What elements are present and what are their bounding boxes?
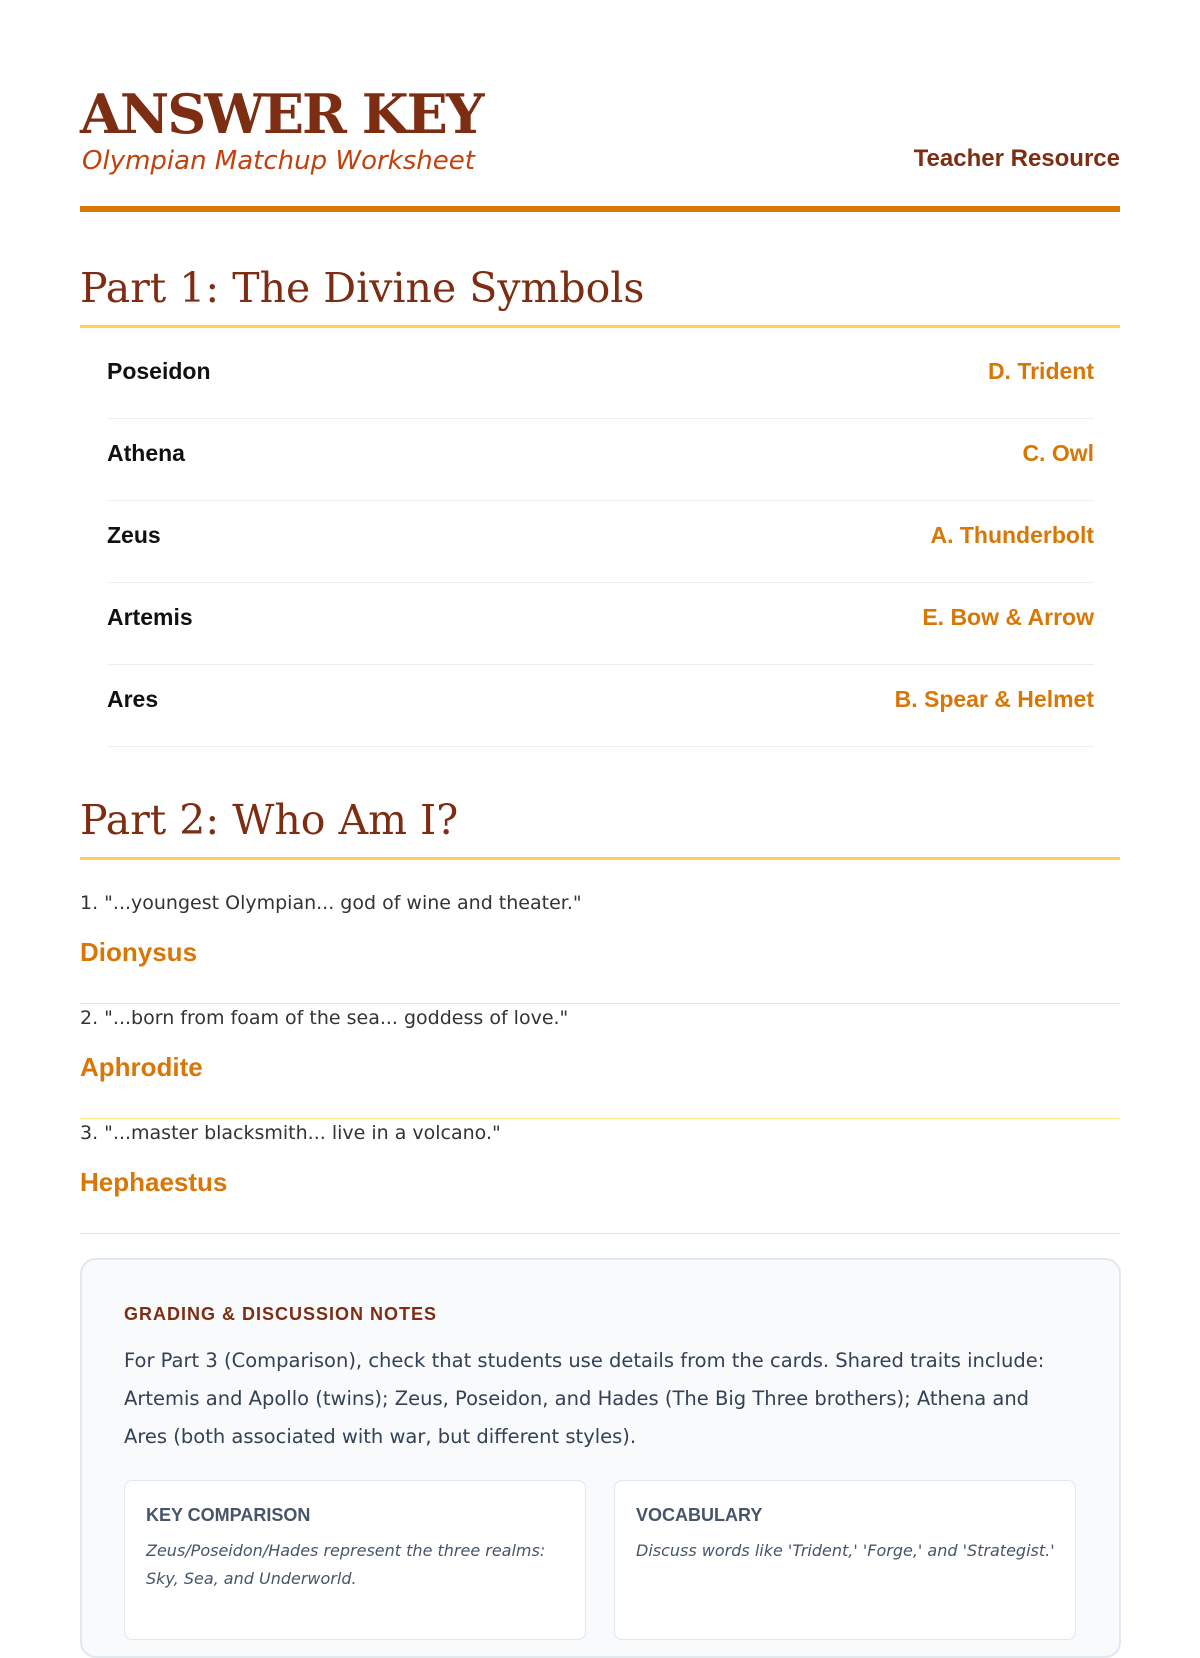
- symbol-answer: E. Bow & Arrow: [922, 604, 1094, 630]
- grading-notes-panel: [80, 1258, 1121, 1658]
- riddle-item: [80, 1003, 1120, 1119]
- god-name: Athena: [107, 440, 185, 466]
- riddle-clue: 2. "...born from foam of the sea... goddess of love.": [80, 1007, 569, 1029]
- match-row: [107, 419, 1094, 501]
- part2-title: Part 2: Who Am I?: [80, 794, 1120, 860]
- card-title: KEY COMPARISON: [146, 1505, 311, 1525]
- page-header: [80, 80, 1120, 212]
- part1-title: Part 1: The Divine Symbols: [80, 262, 1120, 328]
- god-name: Zeus: [107, 522, 161, 548]
- notes-text: For Part 3 (Comparison), check that students use details from the cards. Shared traits include: Artemis and Apollo (twins); Zeus, Poseidon, and Hades (The Big Three brothers); Athena and Ares (both associated with war, but different styles).: [124, 1349, 1045, 1448]
- page-title: ANSWER KEY: [80, 82, 483, 146]
- page-subtitle: Olympian Matchup Worksheet: [82, 146, 475, 176]
- key-comparison-card: [124, 1480, 586, 1640]
- symbol-answer: A. Thunderbolt: [930, 522, 1094, 548]
- match-row: [107, 501, 1094, 583]
- god-name: Ares: [107, 686, 159, 712]
- riddle-item: [80, 1118, 1120, 1234]
- riddle-answer: Aphrodite: [80, 1052, 203, 1082]
- notes-heading: GRADING & DISCUSSION NOTES: [124, 1304, 438, 1324]
- riddle-answer: Dionysus: [80, 937, 198, 967]
- match-row: [107, 337, 1094, 419]
- card-title: VOCABULARY: [636, 1505, 763, 1525]
- vocabulary-card: [614, 1480, 1076, 1640]
- riddle-clue: 3. "...master blacksmith... live in a volcano.": [80, 1122, 501, 1144]
- card-text: Zeus/Poseidon/Hades represent the three realms: Sky, Sea, and Underworld.: [146, 1541, 546, 1588]
- riddle-item: [80, 888, 1120, 1004]
- symbol-answer: B. Spear & Helmet: [894, 686, 1094, 712]
- god-name: Poseidon: [107, 358, 211, 384]
- resource-label: Teacher Resource: [913, 145, 1120, 172]
- card-text: Discuss words like 'Trident,' 'Forge,' and 'Strategist.': [636, 1541, 1055, 1560]
- symbol-answer: C. Owl: [1022, 440, 1094, 466]
- god-name: Artemis: [107, 604, 193, 630]
- riddle-clue: 1. "...youngest Olympian... god of wine and theater.": [80, 892, 582, 914]
- match-row: [107, 665, 1094, 747]
- riddle-answer: Hephaestus: [80, 1167, 228, 1197]
- match-row: [107, 583, 1094, 665]
- symbol-answer: D. Trident: [987, 358, 1094, 384]
